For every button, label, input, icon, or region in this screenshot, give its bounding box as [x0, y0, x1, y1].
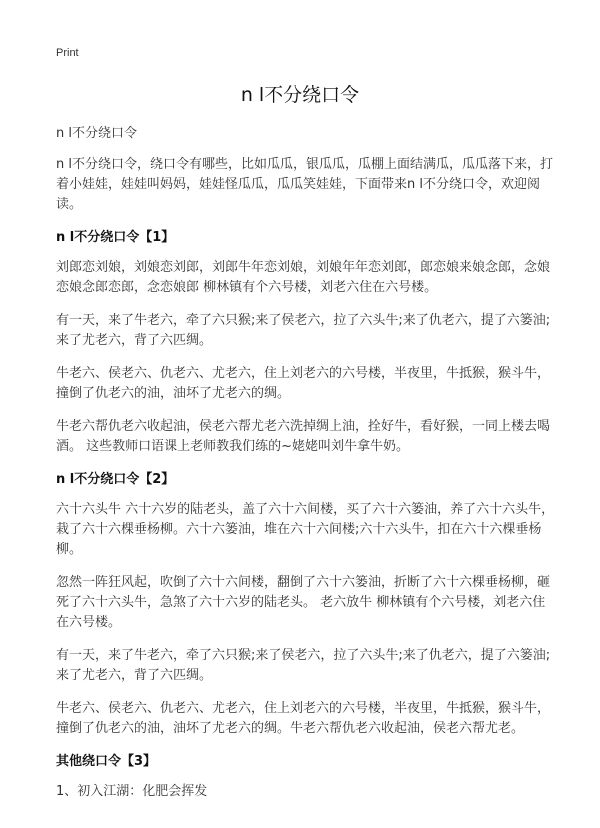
section-heading-1: n l不分绕口令【1】: [56, 230, 175, 245]
paragraph: 1、初入江湖：化肥会挥发: [56, 784, 208, 799]
paragraph: 有一天，来了牛老六，牵了六只猴;来了侯老六，拉了六头牛;来了仇老六，提了六篓油;来了尤老六，背了六匹绸。: [56, 648, 551, 683]
intro-title: n l不分绕口令: [56, 126, 137, 141]
paragraph: 牛老六、侯老六、仇老六、尤老六，住上刘老六的六号楼，半夜里，牛抵猴，猴斗牛，撞倒了仇老六的油，油坏了尤老六的绸。牛老六帮仇老六收起油，侯老六帮尤老。: [56, 701, 551, 736]
paragraph: 忽然一阵狂风起，吹倒了六十六间楼，翻倒了六十六篓油，折断了六十六棵垂杨柳，砸死了六十六头牛，急煞了六十六岁的陆老头。 老六放牛 柳林镇有个六号楼，刘老六住在六号楼。: [56, 575, 551, 630]
page-title: n l不分绕口令: [240, 84, 360, 106]
intro-paragraph: n l不分绕口令，绕口令有哪些，比如瓜瓜，银瓜瓜，瓜棚上面结满瓜，瓜瓜落下来，打着小娃娃，娃娃叫妈妈，娃娃怪瓜瓜，瓜瓜笑娃娃，下面带来n l不分绕口令，欢迎阅读。: [56, 157, 553, 212]
section-heading-2: n l不分绕口令【2】: [56, 472, 175, 487]
section-heading-3: 其他绕口令【3】: [56, 754, 157, 769]
print-link[interactable]: Print: [56, 47, 79, 59]
paragraph: 有一天，来了牛老六，牵了六只猴;来了侯老六，拉了六头牛;来了仇老六，提了六篓油;来了尤老六，背了六匹绸。: [56, 313, 551, 348]
document-body: [56, 124, 556, 815]
paragraph: 牛老六帮仇老六收起油，侯老六帮尤老六洗掉绸上油，拴好牛，看好猴，一同上楼去喝酒。 这些教师口语课上老师教我们练的~姥姥叫刘牛拿牛奶。: [56, 419, 551, 454]
paragraph: 牛老六、侯老六、仇老六、尤老六，住上刘老六的六号楼，半夜里，牛抵猴，猴斗牛，撞倒了仇老六的油，油坏了尤老六的绸。: [56, 366, 551, 401]
paragraph: 刘郎恋刘娘，刘娘恋刘郎，刘郎牛年恋刘娘，刘娘年年恋刘郎，郎恋娘来娘念郎，念娘恋娘念郎恋郎，念恋娘郎 柳林镇有个六号楼，刘老六住在六号楼。: [56, 260, 551, 295]
paragraph: 六十六头牛 六十六岁的陆老头，盖了六十六间楼，买了六十六篓油，养了六十六头牛，栽了六十六棵垂杨柳。六十六篓油，堆在六十六间楼;六十六头牛，扣在六十六棵垂杨柳。: [56, 502, 555, 557]
